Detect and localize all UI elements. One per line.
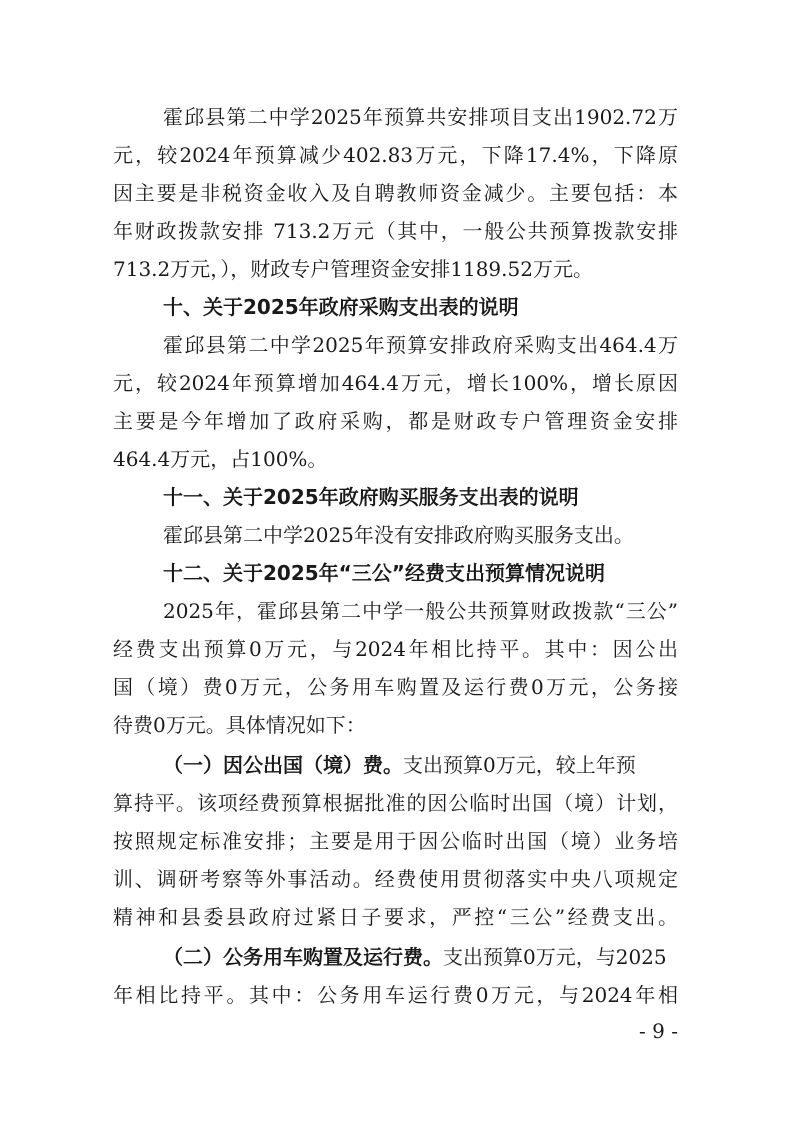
paragraph-line: 因主要是非税资金收入及自聘教师资金减少。主要包括：本: [113, 181, 678, 205]
paragraph-line: 训、调研考察等外事活动。经费使用贯彻落实中央八项规定: [113, 867, 678, 891]
paragraph-line: 713.2万元，），财政专户管理资金安排1189.52万元。: [113, 257, 593, 281]
paragraph-line: 年财政拨款安排 713.2万元（其中，一般公共预算拨款安排: [113, 219, 678, 243]
paragraph-line: 待费0万元。具体情况如下：: [113, 713, 366, 737]
paragraph-line: 主要是今年增加了政府采购，都是财政专户管理资金安排: [113, 409, 678, 433]
section-heading-12: 十二、关于2025年“三公”经费支出预算情况说明: [163, 561, 605, 585]
paragraph-line: 464.4万元，占100%。: [113, 447, 328, 471]
paragraph-line: 霍邱县第二中学2025年预算共安排项目支出1902.72万: [163, 105, 678, 129]
page-number: - 9 -: [639, 1019, 678, 1043]
paragraph-line: 霍邱县第二中学2025年没有安排政府购买服务支出。: [163, 523, 634, 547]
subsection-heading-2: （二）公务用车购置及运行费。: [163, 945, 443, 969]
subsection-text: 支出预算0万元，较上年预: [403, 753, 636, 777]
paragraph-line: 国（境）费0万元，公务用车购置及运行费0万元，公务接: [113, 675, 678, 699]
paragraph-line: 按照规定标准安排；主要是用于因公临时出国（境）业务培: [113, 829, 678, 853]
paragraph-line: 元，较2024年预算增加464.4万元，增长100%，增长原因: [113, 371, 678, 395]
paragraph-line: 精神和县委县政府过紧日子要求，严控“三公”经费支出。: [113, 905, 678, 929]
subsection-heading-1: （一）因公出国（境）费。: [163, 753, 403, 777]
subsection-text: 支出预算0万元，与2025: [443, 945, 667, 969]
paragraph-line: 算持平。该项经费预算根据批准的因公临时出国（境）计划，: [113, 791, 678, 815]
paragraph-line: 年相比持平。其中：公务用车运行费0万元，与2024年相: [113, 983, 678, 1007]
paragraph-line: 经费支出预算0万元，与2024年相比持平。其中：因公出: [113, 637, 678, 661]
paragraph-line: 元，较2024年预算减少402.83万元，下降17.4%，下降原: [113, 143, 678, 167]
subsection-line: [163, 752, 678, 778]
paragraph-line: 霍邱县第二中学2025年预算安排政府采购支出464.4万: [163, 333, 678, 357]
section-heading-11: 十一、关于2025年政府购买服务支出表的说明: [163, 485, 579, 509]
subsection-line: [163, 944, 678, 970]
section-heading-10: 十、关于2025年政府采购支出表的说明: [163, 295, 519, 319]
paragraph-line: 2025年，霍邱县第二中学一般公共预算财政拨款“三公”: [163, 599, 678, 623]
